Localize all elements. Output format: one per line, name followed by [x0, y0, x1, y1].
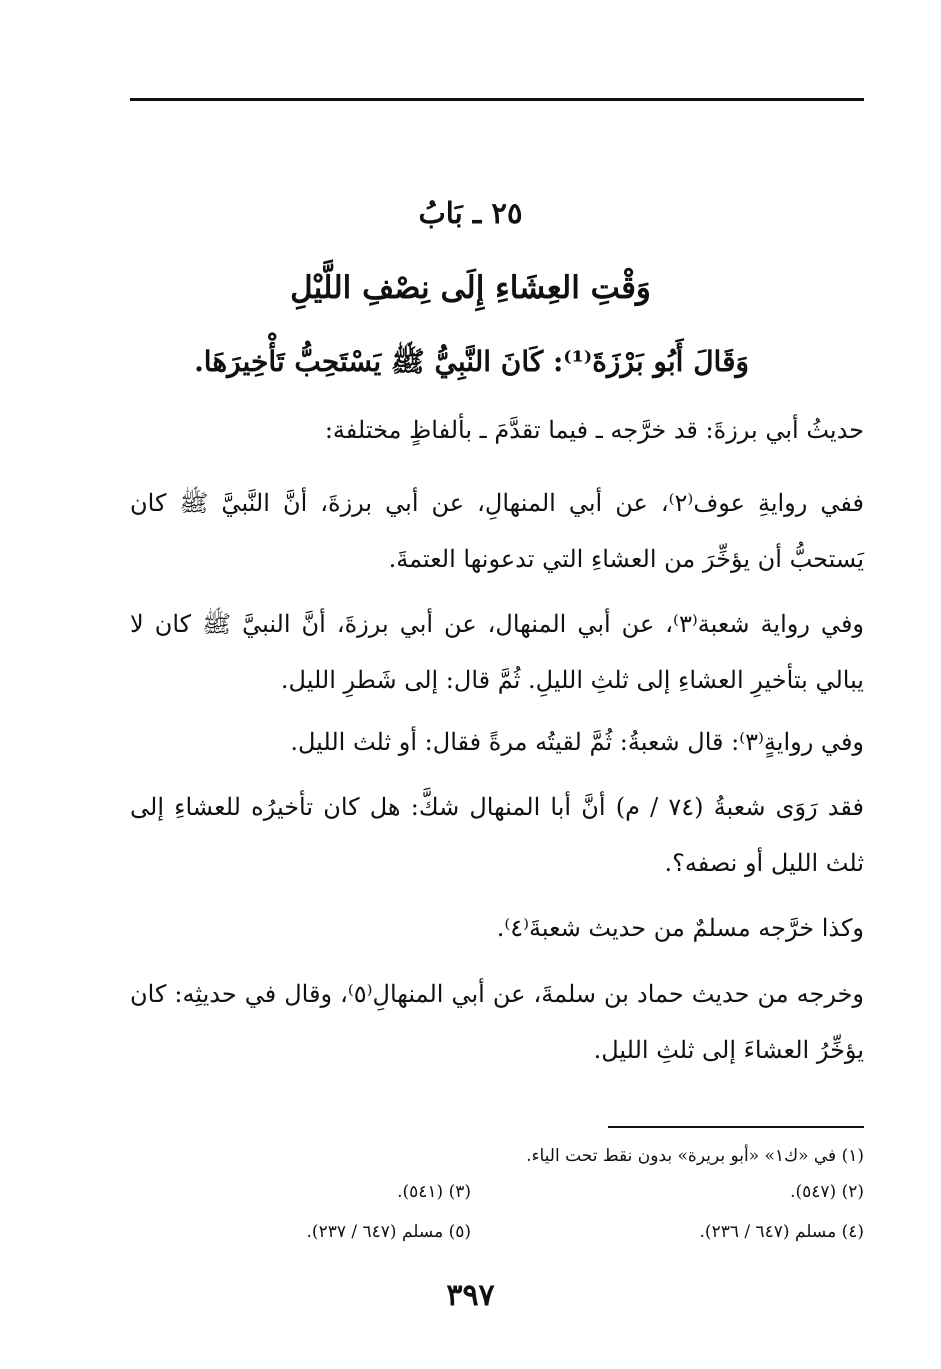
- footnote-rule: [608, 1126, 864, 1128]
- chapter-heading: ٢٥ ـ بَابُ: [418, 196, 523, 230]
- chapter-quote: وَقَالَ أَبُو بَرْزَةَ⁽¹⁾: كَانَ النَّبِيُّ ﷺ يَسْتَحِبُّ تَأْخِيرَهَا.: [194, 345, 749, 378]
- paragraph-1: حديثُ أبي برزةَ: قد خرَّجه ـ فيما تقدَّمَ ـ بألفاظٍ مختلفة:: [324, 416, 864, 444]
- paragraph-4: وفي روايةٍ⁽٣⁾: قال شعبةُ: ثُمَّ لقيتُه مرةً فقال: أو ثلث الليل.: [290, 728, 864, 756]
- top-rule: [130, 98, 864, 101]
- footnote-1: (١) في «ك١» «أبو بريرة» بدون نقط تحت الياء.: [526, 1146, 864, 1166]
- page-number: ٣٩٧: [446, 1278, 495, 1313]
- paragraph-7: وخرجه من حديث حماد بن سلمةَ، عن أبي المنهالِ⁽٥⁾، وقال في حديثِه: كان يؤخِّرُ العشاءَ إلى ثلثِ الليل.: [130, 980, 864, 1064]
- footnote-3: (٣) (٥٤١).: [397, 1182, 471, 1202]
- paragraph-6: وكذا خرَّجه مسلمٌ من حديث شعبةَ⁽٤⁾.: [496, 914, 864, 942]
- footnote-2: (٢) (٥٤٧).: [790, 1182, 864, 1202]
- paragraph-3: وفي رواية شعبة⁽٣⁾، عن أبي المنهال، عن أبي برزةَ، أنَّ النبيَّ ﷺ كان لا يبالي بتأخيرِ العشاءِ إلى ثلثِ الليلِ. ثُمَّ قال: إلى شَطرِ الليل.: [130, 610, 865, 694]
- chapter-title: وَقْتِ العِشَاءِ إِلَى نِصْفِ اللَّيْلِ: [290, 270, 651, 306]
- footnote-5: (٥) مسلم (٦٤٧ / ٢٣٧).: [306, 1222, 471, 1242]
- paragraph-5: فقد رَوَى شعبةُ (٧٤ / م) أنَّ أبا المنهال شكَّ: هل كان تأخيرُه للعشاءِ إلى ثلث الليل أو نصفه؟.: [130, 793, 864, 877]
- footnote-4: (٤) مسلم (٦٤٧ / ٢٣٦).: [699, 1222, 864, 1242]
- paragraph-2: ففي روايةِ عوف⁽٢⁾، عن أبي المنهالِ، عن أبي برزةَ، أنَّ النَّبيَّ ﷺ كان يَستحبُّ أن يؤخِّرَ من العشاءِ التي تدعونها العتمةَ.: [130, 489, 865, 573]
